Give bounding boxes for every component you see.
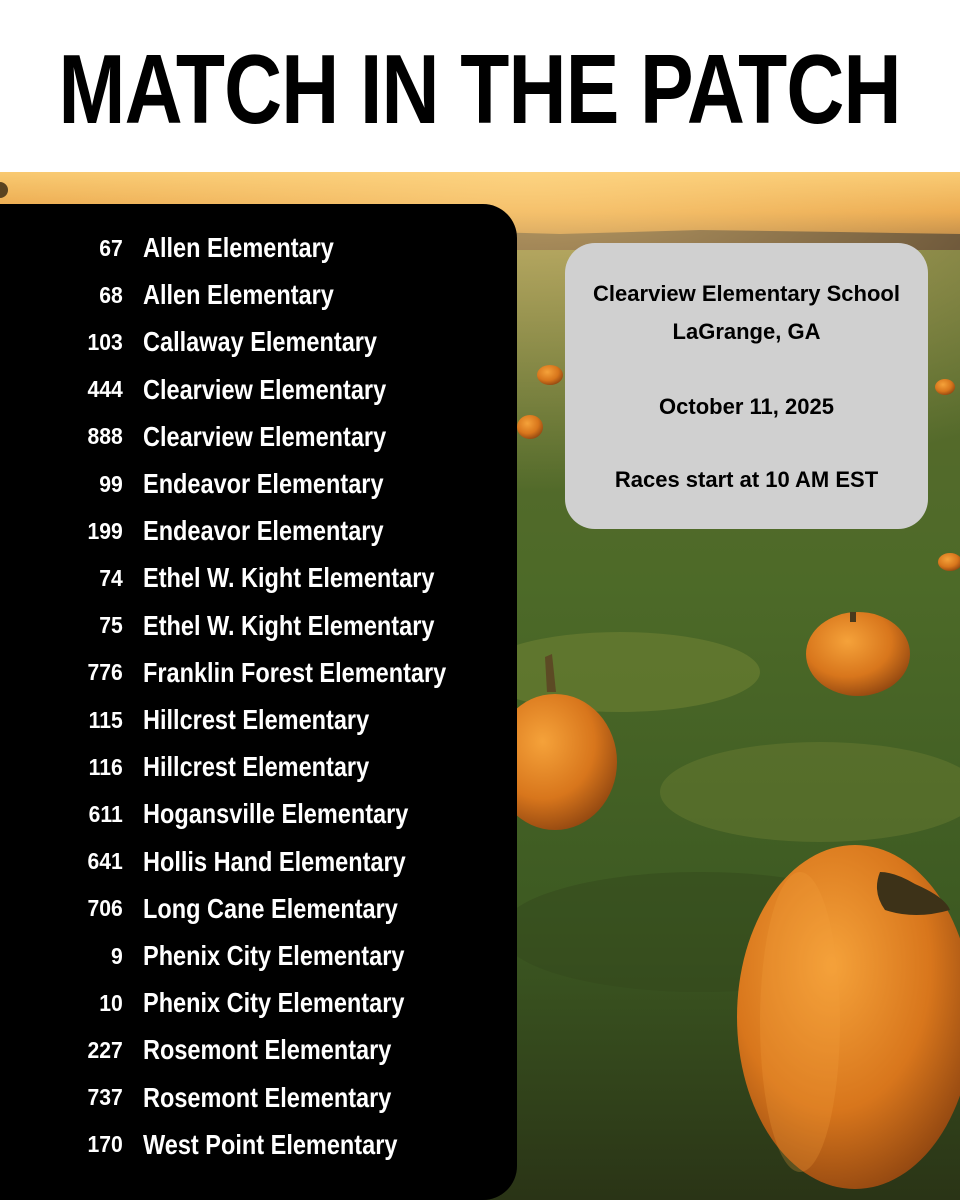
title-banner <box>0 0 960 172</box>
race-number: 116 <box>88 753 123 780</box>
school-name: Phenix City Elementary <box>143 940 405 971</box>
race-number: 115 <box>88 706 123 733</box>
race-number: 199 <box>87 517 123 544</box>
race-number: 444 <box>87 376 123 403</box>
race-number: 10 <box>99 989 123 1016</box>
list-item <box>0 842 456 882</box>
school-name: Franklin Forest Elementary <box>143 656 447 688</box>
list-item <box>0 653 504 693</box>
list-item <box>0 1125 446 1165</box>
list-item <box>0 558 490 598</box>
race-number: 103 <box>87 328 123 355</box>
event-start-time: Races start at 10 AM EST <box>614 467 879 492</box>
school-name: Hillcrest Elementary <box>143 751 370 783</box>
list-item <box>0 983 454 1023</box>
race-number: 68 <box>99 281 123 308</box>
event-location: LaGrange, GA <box>672 319 821 344</box>
race-number: 776 <box>87 659 123 686</box>
school-name: Rosemont Elementary <box>143 1081 392 1113</box>
list-item <box>0 747 412 787</box>
poster-title: MATCH IN THE PATCH <box>58 33 902 144</box>
race-number: 888 <box>87 423 123 450</box>
school-name: Rosemont Elementary <box>143 1034 392 1066</box>
race-number: 74 <box>99 564 123 591</box>
school-name: Clearview Elementary <box>143 373 387 405</box>
race-number: 227 <box>87 1036 123 1063</box>
school-name: Ethel W. Kight Elementary <box>143 562 435 594</box>
list-item <box>0 1078 439 1118</box>
race-number: 9 <box>110 942 123 969</box>
school-name: Hollis Hand Elementary <box>143 845 406 877</box>
list-item <box>0 370 433 410</box>
race-number: 75 <box>99 612 123 639</box>
list-item <box>0 228 370 268</box>
event-school: Clearview Elementary School <box>593 281 900 306</box>
event-date: October 11, 2025 <box>659 394 834 419</box>
list-item <box>0 700 412 740</box>
list-item <box>0 464 429 504</box>
race-number: 170 <box>87 1131 123 1158</box>
school-name: Allen Elementary <box>143 232 334 263</box>
race-number: 706 <box>87 895 123 922</box>
participant-list <box>0 204 517 1200</box>
school-name: Hillcrest Elementary <box>143 704 370 735</box>
school-name: Hogansville Elementary <box>143 798 409 830</box>
race-number: 611 <box>88 800 123 827</box>
school-name: Endeavor Elementary <box>143 515 384 547</box>
list-item <box>0 889 446 929</box>
list-item <box>0 275 370 315</box>
school-name: West Point Elementary <box>143 1128 398 1160</box>
school-name: Allen Elementary <box>143 279 334 311</box>
event-info-card <box>565 243 928 529</box>
race-number: 737 <box>87 1084 123 1111</box>
school-name: Long Cane Elementary <box>143 892 398 924</box>
list-item <box>0 417 433 457</box>
race-number: 641 <box>87 848 123 875</box>
school-name: Ethel W. Kight Elementary <box>143 609 435 641</box>
list-item <box>0 511 429 551</box>
list-item <box>0 794 459 834</box>
list-item <box>0 606 490 646</box>
list-item <box>0 322 422 362</box>
list-item <box>0 1030 439 1070</box>
school-name: Callaway Elementary <box>143 326 378 358</box>
list-item <box>0 936 454 976</box>
race-number: 67 <box>99 234 123 261</box>
race-number: 99 <box>99 470 123 497</box>
school-name: Clearview Elementary <box>143 420 387 452</box>
school-name: Endeavor Elementary <box>143 468 384 499</box>
school-name: Phenix City Elementary <box>143 987 405 1019</box>
